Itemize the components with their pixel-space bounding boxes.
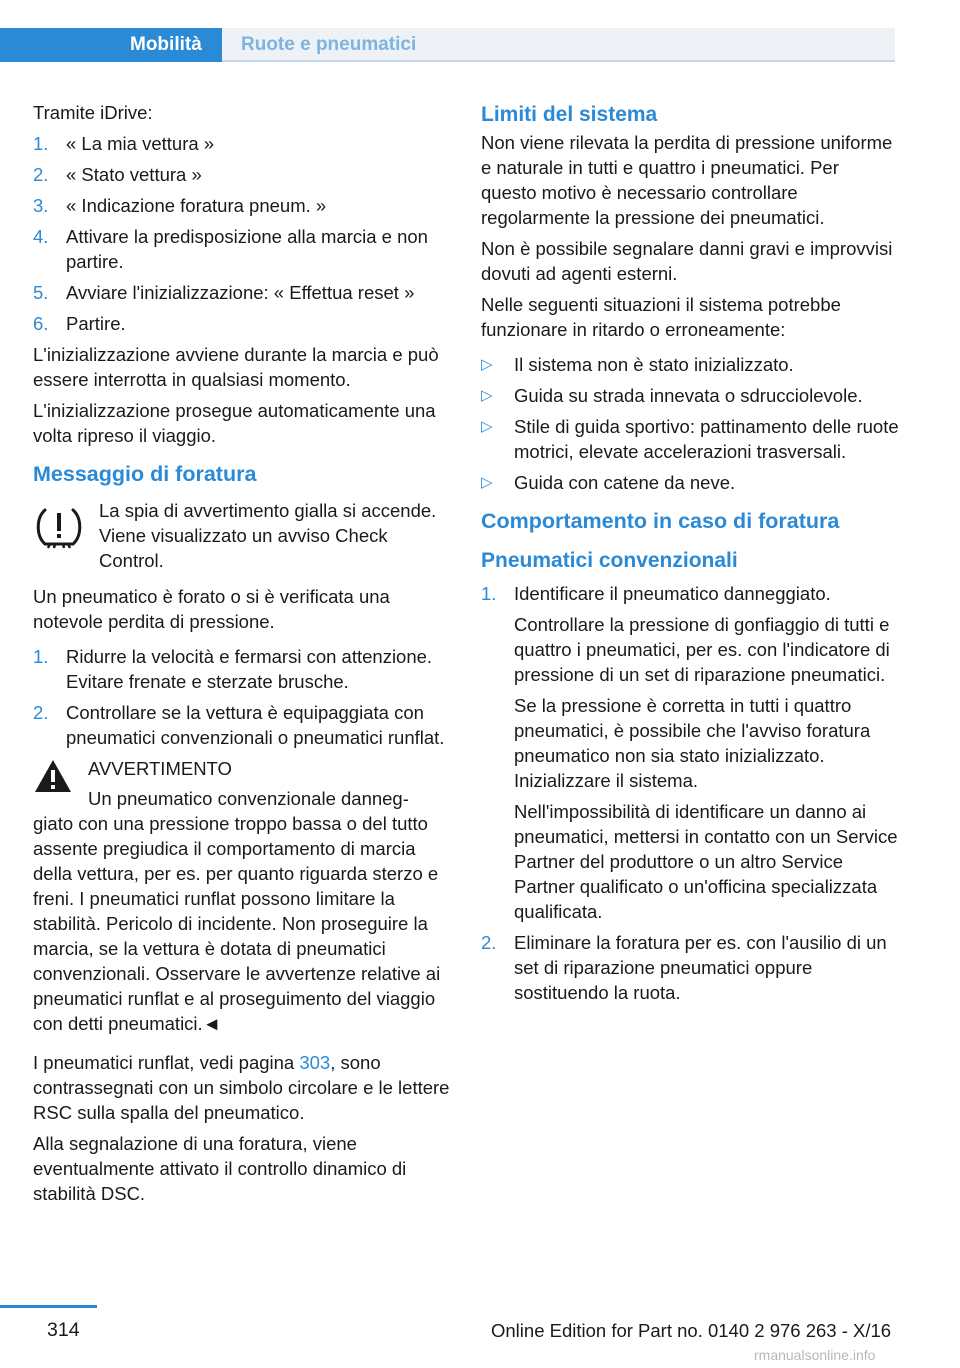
limits-paragraph-2: Non è possibile segnalare danni gravi e improvvisi dovuti ad agenti esterni. [481,238,893,284]
step-number: 2. [33,702,49,723]
list-item [33,700,451,750]
step-number: 1. [33,133,49,154]
step-subparagraph: Nell'impossibilità di identificare un danno ai pneumatici, mettersi in contatto con un Service Partner del produttore o un altro Service Partner qualificato o un'officina specializzata qualificata. [514,801,898,922]
footer-rule [0,1305,97,1308]
step-number: 3. [33,195,49,216]
init-paragraph: L'inizializzazione avviene durante la marcia e può essere interrotta in qualsiasi momento. [33,344,439,390]
list-item [33,193,451,218]
step-text: Controllare se la vettura è equipaggiata con pneumatici convenzionali o pneumatici runflat. [66,702,445,748]
list-item [481,581,899,924]
step-text: Avviare l'inizializzazione: « Effettua reset » [66,282,415,303]
step-text: Attivare la predisposizione alla marcia e non partire. [66,226,428,272]
edition-text: Online Edition for Part no. 0140 2 976 263 - X/16 [491,1320,892,1341]
header-chapter-title: Ruote e pneumatici [241,34,417,55]
limits-paragraph-3: Nelle seguenti situazioni il sistema potrebbe funzionare in ritardo o erroneamente: [481,294,841,340]
limits-paragraph-1: Non viene rilevata la perdita di pressione uniforme e naturale in tutti e quattro i pneumatici. Per questo motivo è necessario controllare regolarmente la pressione dei pneumatici. [481,132,893,228]
flat-tire-paragraph: Un pneumatico è forato o si è verificata una notevole perdita di pressione. [33,586,390,632]
step-text: Identificare il pneumatico danneggiato. [514,583,831,604]
warning-first-line: Un pneumatico convenzionale danneg‐ [88,788,409,809]
warning-title: AVVERTIMENTO [88,758,232,779]
intro-text: Tramite iDrive: [33,102,153,123]
runflat-paragraph [33,1050,451,1125]
watermark: rmanualsonline.info [754,1347,876,1363]
left-column [33,100,451,1212]
list-item [33,644,451,694]
page-reference-link[interactable]: 303 [299,1052,331,1073]
header-section-title: Mobilità [130,34,202,55]
step-number: 4. [33,226,49,247]
list-item [33,131,451,156]
header-divider [222,60,895,62]
warning-triangle-icon [33,758,73,800]
right-column [481,100,899,1011]
list-item [33,224,451,274]
bullet-text: Guida con catene da neve. [514,472,736,493]
list-item [481,470,899,495]
step-subparagraph: Controllare la pressione di gonfiaggio di tutti e quattro i pneumatici, per es. con l'indicatore di pressione di un set di riparazione pneumatici. [514,614,890,685]
page-header [0,28,895,62]
list-item [481,352,899,377]
conventional-steps-list [481,581,899,1005]
flat-tire-message-block [33,498,451,578]
step-number: 1. [33,646,49,667]
step-number: 2. [481,932,497,953]
list-item [33,280,451,305]
list-item [481,383,899,408]
step-text: Eliminare la foratura per es. con l'ausilio di un set di riparazione pneumatici oppure sostituendo la ruota. [514,932,887,1003]
flat-tire-steps-list [33,644,451,750]
triangle-bullet-icon: ▷ [481,356,493,373]
list-item [481,414,899,464]
warning-text: giato con una pressione troppo bassa o del tutto assente pregiudica il comportamento di marcia della vettura, per es. per quanto riguarda sterzo e freni. I pneumatici runflat possono limitare la stabilità. Pericolo di incidente. Non proseguire la marcia, se la vettura è dotata di pneumatici convenzionali. Osservare le avvertenze relative ai pneumatici runflat e al proseguimento del viaggio con detti pneumatici.◄ [33,813,441,1034]
limits-bullet-list [481,352,899,495]
step-text: « La mia vettura » [66,133,215,154]
step-subparagraph: Se la pressione è corretta in tutti i quattro pneumatici, è possibile che l'avviso foratura pneumatico non sia stato inizializzato. Inizializzare il sistema. [514,695,871,791]
triangle-bullet-icon: ▷ [481,418,493,435]
page-number: 314 [47,1319,80,1341]
heading-system-limits: Limiti del sistema [481,103,658,126]
flat-tire-message-text: La spia di avvertimento gialla si accende. Viene visualizzato un avviso Check Control. [99,500,437,571]
step-text: Partire. [66,313,126,334]
step-number: 6. [33,313,49,334]
init-resume-paragraph: L'inizializzazione prosegue automaticamente una volta ripreso il viaggio. [33,400,436,446]
runflat-text-after: , sono contrassegnati con un simbolo circolare e le lettere RSC sulla spalla del pneumatico. [33,1052,450,1123]
list-item [481,930,899,1005]
heading-conventional-tires: Pneumatici convenzionali [481,549,738,572]
list-item [33,311,451,336]
bullet-text: Il sistema non è stato inizializzato. [514,354,794,375]
step-text: Ridurre la velocità e fermarsi con attenzione. Evitare frenate e sterzate brusche. [66,646,433,692]
list-item [33,162,451,187]
step-text: « Stato vettura » [66,164,202,185]
bullet-text: Stile di guida sportivo: pattinamento delle ruote motrici, elevate accelerazioni trasversali. [514,416,899,462]
tire-pressure-warning-icon [33,504,85,560]
step-number: 1. [481,583,497,604]
bullet-text: Guida su strada innevata o sdrucciolevole. [514,385,863,406]
heading-flat-tire-behaviour: Comportamento in caso di foratura [481,509,840,533]
step-number: 2. [33,164,49,185]
step-number: 5. [33,282,49,303]
idrive-steps-list [33,131,451,336]
triangle-bullet-icon: ▷ [481,387,493,404]
step-text: « Indicazione foratura pneum. » [66,195,327,216]
runflat-text-before: I pneumatici runflat, vedi pagina [33,1052,300,1073]
triangle-bullet-icon: ▷ [481,474,493,491]
dsc-paragraph: Alla segnalazione di una foratura, viene eventualmente attivato il controllo dinamico di stabilità DSC. [33,1133,407,1204]
warning-block [33,756,451,1036]
heading-flat-tire-message: Messaggio di foratura [33,462,257,486]
